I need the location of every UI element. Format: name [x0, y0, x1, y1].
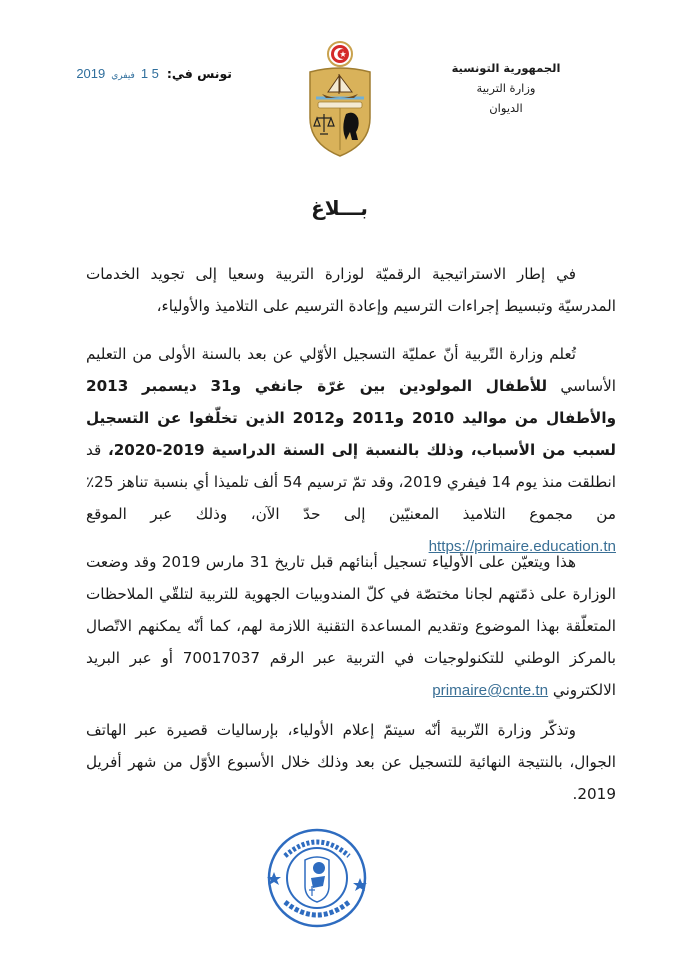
ministry-line: وزارة التربية [476, 81, 536, 95]
date-month: فيفري [111, 69, 135, 80]
date-year: 2019 [76, 65, 106, 81]
date-label: تونس في: [166, 65, 232, 81]
cabinet-line: الديوان [489, 101, 523, 115]
ministry-header [451, 58, 561, 118]
registration-website-link[interactable]: https://primaire.education.tn [428, 538, 616, 555]
date-day: 1 5 [140, 65, 159, 81]
republic-line: الجمهورية التونسية [451, 61, 561, 75]
ministry-of-education-stamp-icon [265, 826, 369, 930]
p2-text-c: قد انطلقت منذ يوم 14 فيفري 2019، وقد تمّ ترسيم 54 ألف تلميذا أي بنسبة تناهز 25٪ من مجموع التلاميذ المعنيّين إلى حدّ الآن، وذلك عبر الموقع [86, 441, 616, 523]
date-area [72, 62, 232, 84]
paragraph-registration-text [86, 338, 616, 563]
p3-text: هذا ويتعيّن على الأولياء تسجيل أبنائهم قبل تاريخ 31 مارس 2019 وقد وضعت الوزارة على ذمّتهم لجانا مختصّة في كلّ المندوبيات الجهوية للتربية لتلقّي الملاحظات المتعلّقة بهذا الموضوع وتقديم المساعدة التقنية اللازمة لهم، كما أنّه يمكنهم الاتّصال بالمركز الوطني للتكنولوجيات في التربية عبر الرقم 70017037 أو عبر البريد الالكتروني [86, 553, 616, 699]
paragraph-deadline-text [86, 546, 616, 707]
paragraph-registration [86, 338, 616, 563]
page-title: بـــلاغ [311, 196, 368, 220]
paragraph-notification-text: وتذكّر وزارة التّربية أنّه سيتمّ إعلام الأولياء، بإرساليات قصيرة عبر الهاتف الجوال، بالنتيجة النهائية للتسجيل عن بعد وذلك خلال الأسبوع الأوّل من شهر أفريل 2019. [86, 721, 616, 803]
paragraph-notification [86, 714, 616, 810]
p2-text-a: تُعلم وزارة التّربية أنّ عمليّة التسجيل الأوّلي عن بعد بالسنة الأولى من التعليم الأساسي [86, 345, 617, 395]
paragraph-deadline [86, 546, 616, 707]
paragraph-intro-text: في إطار الاستراتيجية الرقميّة لوزارة التربية وسعيا إلى تجويد الخدمات المدرسيّة وتبسيط إجراءات الترسيم وإعادة الترسيم على التلاميذ والأولياء، [86, 265, 616, 315]
p2-text-bold: للأطفال المولودين بين غرّة جانفي و31 ديسمبر 2013 والأطفال من مواليد 2010 و2011 و2012 الذين تخلّفوا عن التسجيل لسبب من الأسباب، وذلك بالنسبة إلى السنة الدراسية 2019-2020، [86, 377, 617, 459]
support-email-link[interactable]: primaire@cnte.tn [432, 682, 549, 699]
tunisia-coat-of-arms-icon [302, 40, 378, 160]
date-stamp [76, 66, 159, 81]
paragraph-intro [86, 258, 616, 322]
